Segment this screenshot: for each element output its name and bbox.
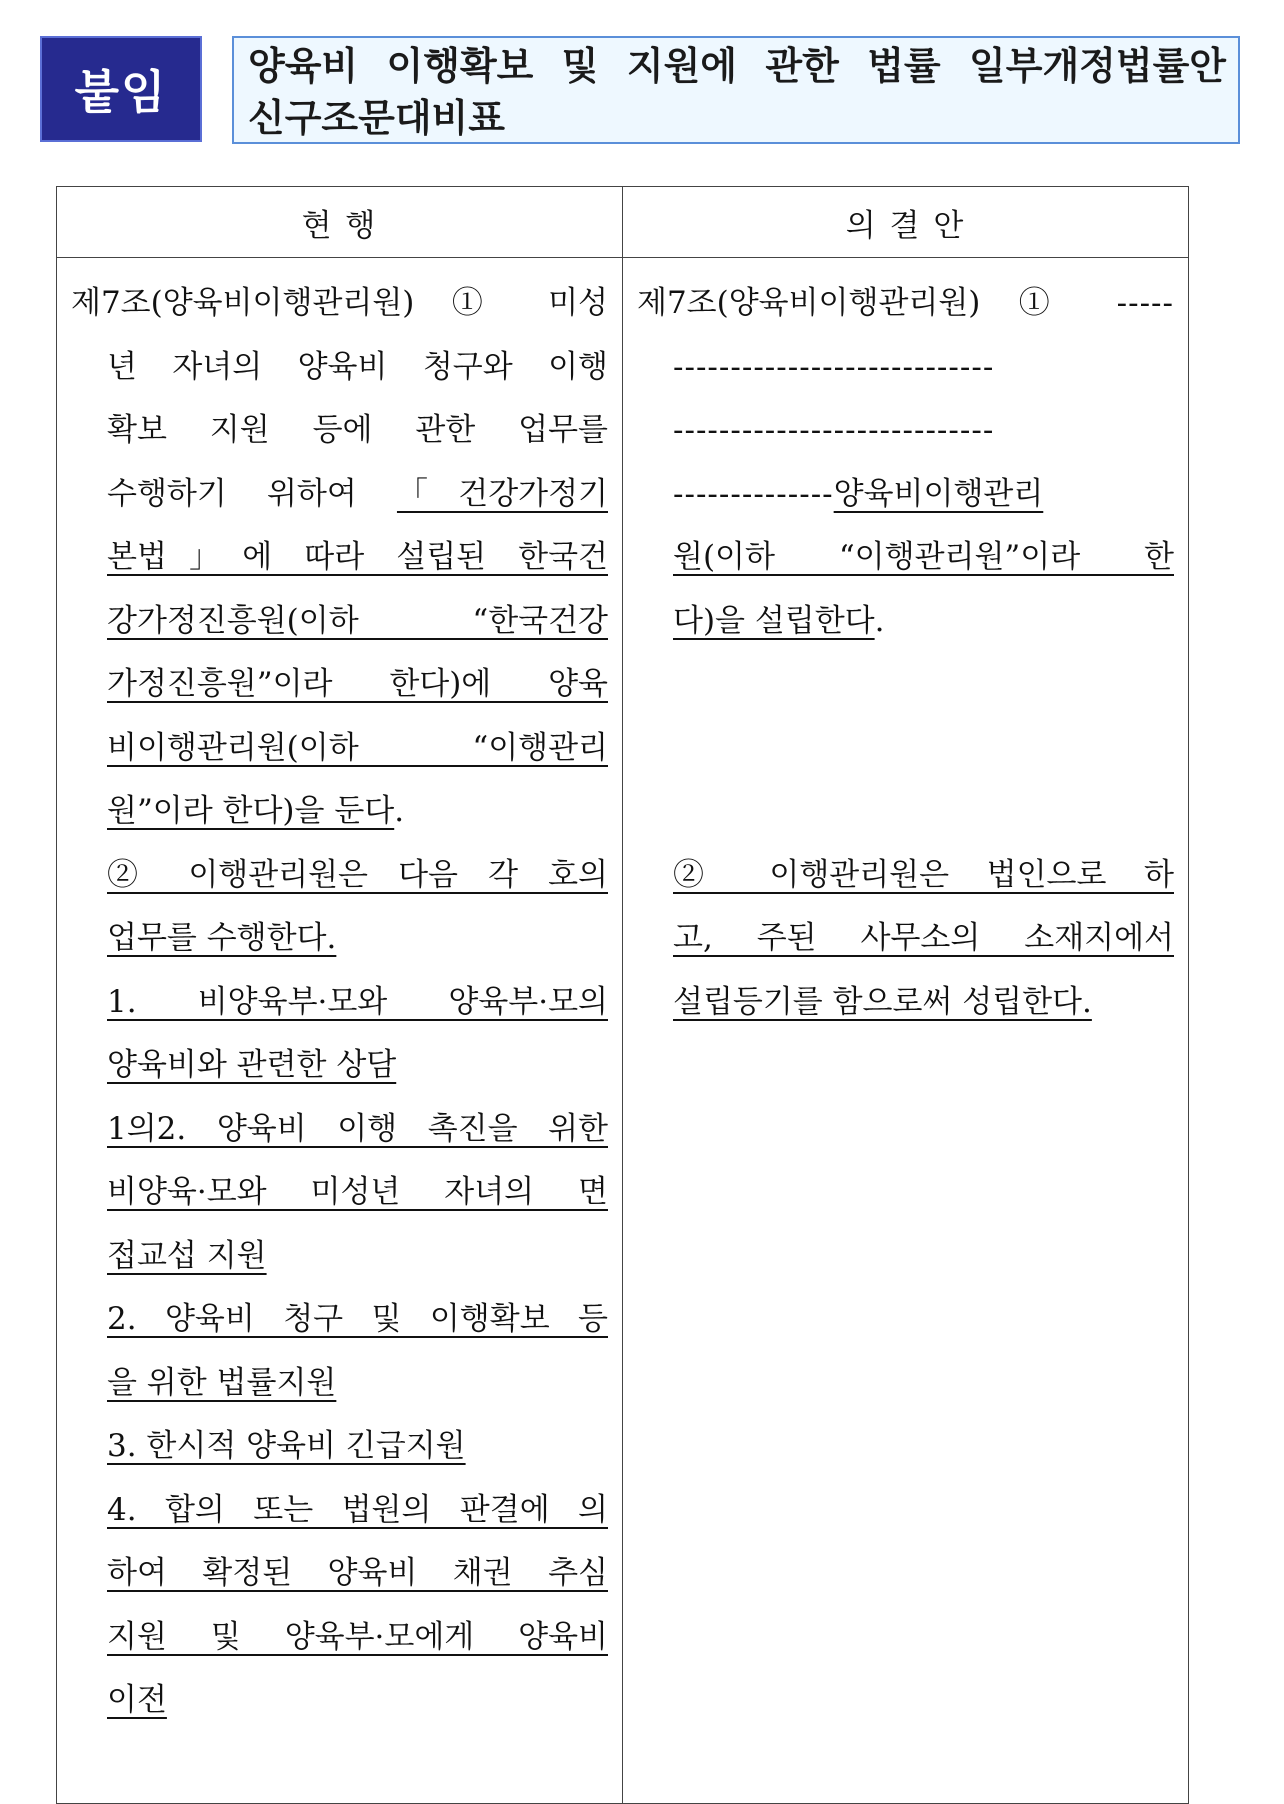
resolution-underlined-text: 양육비이행관리 — [833, 475, 1044, 512]
current-underlined-text: 본법」에 따라 설립된 한국건 — [107, 539, 608, 575]
current-line — [71, 971, 608, 1035]
current-line — [71, 1669, 608, 1733]
current-line — [71, 844, 608, 908]
current-line — [71, 1288, 608, 1352]
current-text-column — [57, 258, 623, 1804]
resolution-line — [637, 844, 1174, 908]
current-line: 확보 지원 등에 관한 업무를 — [107, 412, 608, 448]
column-header-current: 현 행 — [57, 187, 623, 258]
current-underlined-text: 비양육·모와 미성년 자녀의 면 — [107, 1174, 608, 1210]
resolution-line — [637, 526, 1174, 590]
spacer — [637, 780, 1174, 844]
current-line — [71, 907, 608, 971]
current-underlined-text: 1의2. 양육비 이행 촉진을 위한 — [107, 1110, 608, 1147]
current-underlined-text: 양육비와 관련한 상담 — [107, 1047, 397, 1083]
document-title — [232, 36, 1240, 144]
resolution-dashes: -------------- — [673, 475, 834, 512]
title-line-1: 양육비 이행확보 및 지원에 관한 법률 일부개정법률안 — [248, 44, 1226, 88]
resolution-underlined-text: ② 이행관리원은 법인으로 하 — [673, 856, 1174, 893]
title-line-2: 신구조문대비표 — [248, 96, 505, 140]
resolution-underlined-text: 고, 주된 사무소의 소재지에서 — [673, 920, 1174, 956]
current-underlined-text: 강가정진흥원(이하 “한국건강 — [107, 602, 608, 639]
resolution-text: . — [1082, 983, 1092, 1020]
resolution-line — [637, 907, 1174, 971]
resolution-line — [637, 971, 1174, 1035]
current-line — [71, 1161, 608, 1225]
resolution-text-column — [623, 258, 1189, 1804]
comparison-table — [56, 186, 1189, 1804]
current-line — [71, 1352, 608, 1416]
current-underlined-text: 3. 한시적 양육비 긴급지원 — [107, 1428, 466, 1464]
resolution-underlined-text: 원(이하 “이행관리원”이라 한 — [673, 539, 1174, 575]
current-line — [71, 1098, 608, 1162]
current-underlined-text: 4. 합의 또는 법원의 판결에 의 — [107, 1491, 608, 1528]
current-line — [71, 526, 608, 590]
current-underlined-text: 「건강가정기 — [396, 475, 608, 512]
current-line — [71, 463, 608, 527]
current-text: 수행하기 위하여 — [107, 475, 397, 512]
resolution-underlined-text: 설립등기를 함으로써 성립한다 — [673, 983, 1083, 1020]
current-line — [71, 653, 608, 717]
current-underlined-text: 가정진흥원”이라 한다)에 양육 — [107, 666, 608, 702]
current-line: 년 자녀의 양육비 청구와 이행 — [107, 348, 608, 385]
current-underlined-text: 을 위한 법률지원 — [107, 1364, 337, 1401]
resolution-text: . — [874, 602, 885, 639]
spacer — [637, 717, 1174, 781]
current-line — [71, 1415, 608, 1479]
resolution-text: 제7조(양육비이행관리원) ① — [637, 285, 1117, 321]
resolution-line — [637, 463, 1174, 527]
current-line — [71, 780, 608, 844]
current-text: . — [394, 793, 405, 829]
current-line — [71, 590, 608, 654]
spacer — [637, 653, 1174, 717]
current-line — [71, 1606, 608, 1670]
current-underlined-text: 비이행관리원(이하 “이행관리 — [107, 729, 608, 766]
resolution-line — [637, 272, 1174, 336]
current-text: . — [326, 920, 337, 956]
current-underlined-text: 원”이라 한다)을 둔다 — [107, 793, 395, 829]
current-line — [71, 1034, 608, 1098]
current-underlined-text: 업무를 수행한다 — [107, 920, 327, 956]
current-underlined-text: 접교섭 지원 — [107, 1237, 267, 1274]
resolution-line: ---------------------------- — [673, 412, 995, 448]
resolution-dashes: ----- — [1116, 285, 1174, 321]
resolution-line: ---------------------------- — [673, 348, 995, 385]
current-line — [71, 1225, 608, 1289]
current-underlined-text: 2. 양육비 청구 및 이행확보 등 — [107, 1301, 608, 1337]
current-underlined-text: 1. 비양육부·모와 양육부·모의 — [107, 983, 608, 1020]
current-underlined-text: 이전 — [107, 1682, 167, 1718]
current-underlined-text: 지원 및 양육부·모에게 양육비 — [107, 1618, 608, 1655]
current-line: 제7조(양육비이행관리원) ① 미성 — [71, 285, 608, 321]
attachment-badge — [40, 36, 202, 142]
current-line — [71, 1479, 608, 1543]
attachment-badge-label: 붙임 — [74, 65, 168, 119]
current-line — [71, 1542, 608, 1606]
column-header-resolution: 의 결 안 — [623, 187, 1189, 258]
current-underlined-text: 하여 확정된 양육비 채권 추심 — [107, 1555, 608, 1591]
resolution-line — [637, 590, 1174, 654]
current-underlined-text: ② 이행관리원은 다음 각 호의 — [107, 856, 608, 893]
resolution-underlined-text: 다)을 설립한다 — [673, 602, 875, 639]
current-line — [71, 717, 608, 781]
